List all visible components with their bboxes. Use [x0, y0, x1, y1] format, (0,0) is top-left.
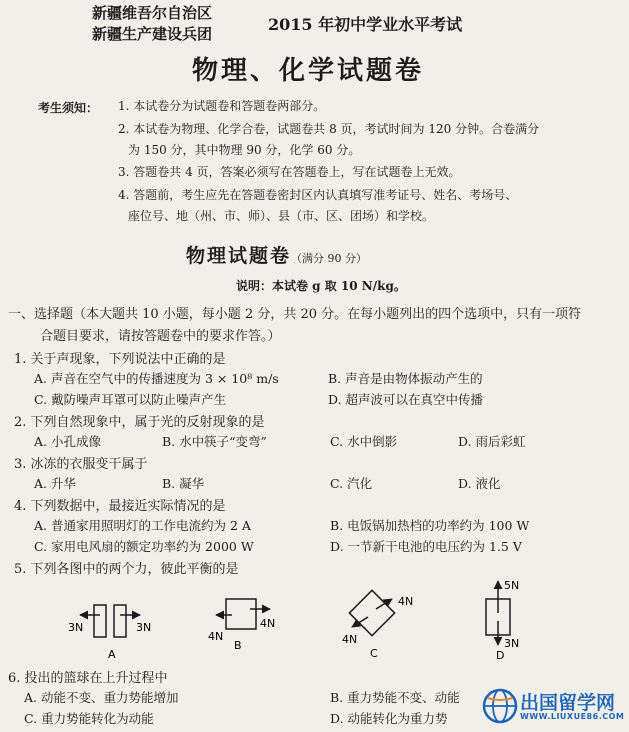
globe-icon: [482, 688, 518, 724]
question-4-option-a: A. 普通家用照明灯的工作电流约为 2 A: [34, 518, 251, 533]
notice-item-2-cont: 为 150 分，其中物理 90 分，化学 60 分。: [128, 143, 361, 157]
notice-item-2: 2. 本试卷为物理、化学合卷，试题卷共 8 页，考试时间为 120 分钟。合卷满分: [118, 122, 540, 136]
question-3-option-b: B. 凝华: [162, 476, 205, 491]
figure-c-block: [349, 590, 394, 635]
figure-c-bottom-force: 4N: [342, 633, 358, 646]
question-1-stem: 1. 关于声现象，下列说法中正确的是: [14, 352, 226, 367]
question-5-figures: [0, 575, 629, 670]
physics-title: [186, 241, 367, 268]
figure-a-label: A: [108, 648, 116, 661]
figure-d-bottom-force: 3N: [504, 637, 520, 650]
figure-a-left-force: 3N: [68, 621, 84, 634]
question-2-option-a: A. 小孔成像: [34, 434, 101, 449]
figure-a-left-block: [94, 605, 106, 637]
figure-d-top-force: 5N: [504, 579, 520, 592]
region-line-1: 新疆维吾尔自治区: [92, 4, 213, 22]
notice-label: 考生须知：: [38, 101, 99, 115]
question-6-option-b: B. 重力势能不变、动能: [330, 690, 460, 705]
figure-b-label: B: [234, 639, 242, 652]
main-title: 物理、化学试题卷: [192, 56, 425, 86]
physics-title-text: 物理试题卷: [186, 245, 292, 267]
question-1-option-b: B. 声音是由物体振动产生的: [328, 371, 483, 386]
question-5-stem: 5. 下列各图中的两个力，彼此平衡的是: [14, 562, 239, 577]
watermark-text: 出国留学网: [520, 692, 616, 714]
figure-b-left-force: 4N: [208, 630, 224, 643]
question-3-option-c: C. 汽化: [330, 476, 373, 491]
section-instruction-line-2: 合题目要求，请按答题卷中的要求作答。）: [40, 329, 281, 344]
question-2-option-d: D. 雨后彩虹: [458, 434, 526, 449]
question-6-option-d: D. 动能转化为重力势: [330, 711, 448, 726]
figure-b-right-force: 4N: [260, 617, 276, 630]
figure-d: [486, 579, 519, 662]
exam-title: 2015 年初中学业水平考试: [268, 15, 463, 34]
question-3-stem: 3. 冰冻的衣服变干属于: [14, 457, 148, 472]
notice-item-1: 1. 本试卷分为试题卷和答题卷两部分。: [118, 99, 326, 113]
question-1-option-d: D. 超声波可以在真空中传播: [328, 392, 484, 407]
question-4-stem: 4. 下列数据中，最接近实际情况的是: [14, 499, 226, 514]
question-1-option-c: C. 戴防噪声耳罩可以防止噪声产生: [34, 392, 227, 407]
figure-b-block: [226, 599, 256, 629]
question-2-option-b: B. 水中筷子“变弯”: [162, 434, 267, 449]
watermark-logo: [482, 684, 626, 728]
physics-score-note: （满分 90 分）: [291, 252, 368, 265]
question-2-option-c: C. 水中倒影: [330, 434, 398, 449]
figure-c-label: C: [370, 647, 378, 660]
figure-b: [208, 599, 275, 652]
question-6-stem: 6. 投出的篮球在上升过程中: [8, 671, 168, 686]
figure-a-right-force: 3N: [136, 621, 152, 634]
notice-item-4: 4. 答题前，考生应先在答题卷密封区内认真填写准考证号、姓名、考场号、: [118, 188, 518, 202]
figure-c-top-force: 4N: [398, 595, 414, 608]
figure-c: [342, 590, 413, 660]
question-1-option-a: A. 声音在空气中的传播速度为 3 × 10⁸ m/s: [34, 371, 279, 386]
question-3-option-d: D. 液化: [458, 476, 501, 491]
question-2-stem: 2. 下列自然现象中，属于光的反射现象的是: [14, 415, 265, 430]
figure-d-label: D: [496, 649, 505, 662]
question-4-option-c: C. 家用电风扇的额定功率约为 2000 W: [34, 539, 254, 554]
question-4-option-b: B. 电饭锅加热档的功率约为 100 W: [330, 518, 530, 533]
section-instruction-line-1: 一、选择题（本大题共 10 小题，每小题 2 分，共 20 分。在每小题列出的四个选项中，只有一项符: [8, 307, 582, 322]
question-6-option-a: A. 动能不变、重力势能增加: [24, 690, 179, 705]
figure-a: [68, 605, 151, 661]
watermark-url: WWW.LIUXUE86.COM: [520, 712, 625, 721]
question-4-option-d: D. 一节新干电池的电压约为 1.5 V: [330, 539, 522, 554]
notice-item-4-cont: 座位号、地（州、市、师）、县（市、区、团场）和学校。: [128, 209, 435, 223]
question-6-option-c: C. 重力势能转化为动能: [24, 711, 154, 726]
notice-item-3: 3. 答题卷共 4 页，答案必须写在答题卷上，写在试题卷上无效。: [118, 165, 461, 179]
figure-a-right-block: [114, 605, 126, 637]
question-3-option-a: A. 升华: [34, 476, 76, 491]
region-line-2: 新疆生产建设兵团: [92, 25, 213, 43]
physics-instruction: 说明：本试卷 g 取 10 N/kg。: [236, 279, 406, 293]
